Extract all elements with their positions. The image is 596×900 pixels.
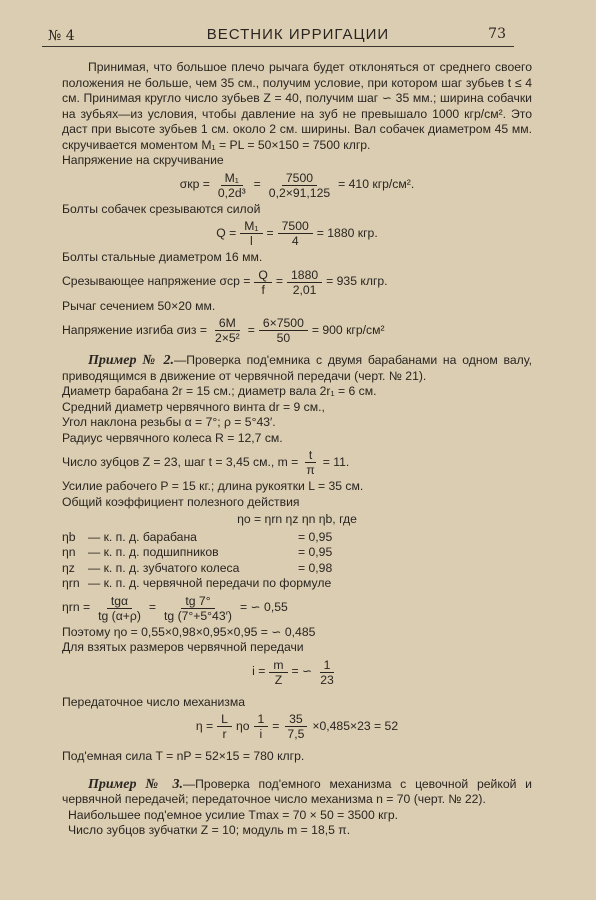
- fraction: [265, 171, 334, 200]
- denominator: 50: [276, 331, 291, 345]
- gear-ratio-equation: η = $\frac{L}{r}$ ηo $\frac{1}{i}$ = $\frac{35}{7,5}$ ×0,485×23 = 52: [195, 712, 399, 741]
- denominator: π: [306, 463, 315, 477]
- eq-rhs: = 410 кгр/см².: [338, 177, 415, 192]
- fraction: [254, 712, 269, 741]
- denominator: tg (7°+5°43′): [164, 608, 232, 623]
- numerator: 35: [285, 712, 307, 727]
- force-line: Усилие рабочего P = 15 кг.; длина рукоятки L = 35 см.: [62, 479, 364, 493]
- numerator: t: [305, 448, 316, 463]
- article-body: [62, 60, 532, 839]
- numerator: M₁: [240, 219, 262, 234]
- example-3-text: —Проверка под'емного механизма с цевочной рейкой и червячной передачей; передаточное число механизма n = 70 (черт. № 22).: [62, 776, 532, 806]
- example-2-text: —Проверка под'емника с двумя барабанами на одном валу, приводящимся в движение от червячной передачи (черт. № 21).: [62, 353, 532, 383]
- fraction: [217, 712, 232, 741]
- denominator: 7,5: [287, 727, 305, 741]
- fraction: [302, 448, 318, 477]
- denominator: 23: [320, 672, 334, 687]
- fraction: [259, 316, 308, 345]
- denominator: f: [261, 282, 265, 297]
- denominator: 0,2×91,125: [268, 185, 331, 200]
- fraction: [316, 658, 338, 687]
- eq-lhs: ηrn =: [62, 600, 91, 615]
- torsion-label: Напряжение на скручивание: [62, 153, 224, 167]
- teeth-equation: [62, 448, 532, 477]
- bolts-equation: Q = $\frac{\text{M₁}}{l}$ = $\frac{7500}{4}$ = 1880 кгр.: [216, 219, 378, 248]
- list-item: ηrn — к. п. д. червячной передачи по формуле: [62, 576, 332, 590]
- eq-rhs: = 11.: [322, 454, 350, 469]
- ratio-equation: i = $\frac{m}{Z}$ = ∽ $\frac{1}{23}$: [62, 658, 532, 687]
- worm-diameter-line: Средний диаметр червячного винта dr = 9 см.,: [62, 399, 325, 414]
- example-3-title: Пример № 3.: [88, 776, 183, 792]
- numerator: 1: [320, 658, 335, 673]
- denominator: 0,2d³: [217, 185, 246, 200]
- fraction: [211, 316, 244, 345]
- efficiency-label: Общий коэффициент полезного действия: [62, 494, 300, 509]
- page-header: [0, 18, 596, 48]
- shear-equation: Срезывающее напряжение σср = $\frac{Q}{f}$ = $\frac{1880}{2,01}$ = 935 клгр.: [62, 267, 388, 297]
- numerator: 7500: [278, 219, 313, 234]
- numerator: 1880: [287, 268, 322, 283]
- denominator: 4: [291, 234, 299, 248]
- angle-line: Угол наклона резьбы α = 7°; ρ = 5°43′.: [62, 415, 276, 429]
- numerator: 7500: [282, 171, 317, 186]
- numerator: tg 7°: [181, 594, 214, 609]
- eq-lhs: σкр =: [179, 177, 210, 192]
- denominator: 2×5²: [215, 331, 240, 345]
- fraction: [240, 219, 262, 248]
- lever-section-line: Рычаг сечением 50×20 мм.: [62, 298, 216, 313]
- numerator: tgα: [107, 594, 132, 609]
- worm-efficiency-equation: ηrn = $\frac{\text{tgα}}{tg (\alpha+\rho)}$ = $\frac{tg 7^\circ}{tg (7^\circ+5^\circ 43')}$ = ∽ 0,55: [62, 593, 288, 623]
- denominator: 2,01: [292, 282, 317, 297]
- fraction: [278, 219, 313, 248]
- numerator: L: [217, 712, 232, 727]
- issue-number: № 4: [48, 28, 75, 44]
- eq-rhs: = 935 клгр.: [326, 274, 388, 289]
- denominator: l: [250, 234, 253, 248]
- journal-title: ВЕСТНИК ИРРИГАЦИИ: [206, 26, 390, 43]
- denominator: tg (α+ρ): [98, 608, 141, 623]
- lift-force-line: Под'емная сила T = nP = 52×15 = 780 клгр.: [62, 749, 305, 763]
- intro-paragraph: Принимая, что большое плечо рычага будет отклоняться от среднего своего положения не больше, чем 35 см., получим условие, при котором шаг зубьев t ≤ 4 см. Принимая кругло число зубьев Z = 40, получим шаг ∽ 35 мм.; ширина собачки на зубьях—из условия, чтобы давление на зуб не превышало 1000 кгр/см². Это даст при высоте зубьев 1 см. около 2 см. ширины. Вал собачек диаметром 45 мм. скручивается моментом M₁ = PL = 50×150 = 7500 клгр.: [62, 60, 532, 152]
- drum-line: Диаметр барабана 2r = 15 см.; диаметр вала 2r₁ = 6 см.: [62, 384, 377, 398]
- eq-lhs: Q =: [216, 225, 237, 240]
- fraction: [254, 268, 271, 297]
- list-item: ηn — к. п. д. подшипников = 0,95: [62, 545, 333, 559]
- numerator: Q: [254, 268, 271, 283]
- bolts-steel-line: Болты стальные диаметром 16 мм.: [62, 250, 263, 264]
- denominator: i: [259, 727, 263, 741]
- numerator: m: [269, 658, 287, 673]
- eq-rhs: = 1880 кгр.: [316, 225, 378, 240]
- therefore-line: Поэтому ηo = 0,55×0,98×0,95×0,95 = ∽ 0,485: [62, 624, 316, 639]
- eq-lhs: i =: [252, 664, 266, 679]
- efficiency-list: [62, 530, 532, 592]
- max-force-line: Наибольшее под'емное усилие Tmax = 70 × 50 = 3500 кгр.: [68, 807, 399, 822]
- list-item: ηb — к. п. д. барабана = 0,95: [62, 529, 333, 544]
- eq-lhs: Число зубцов Z = 23, шаг t = 3,45 см., m =: [62, 454, 299, 469]
- fraction: [160, 594, 236, 623]
- fraction: [214, 171, 250, 200]
- eq-rhs: ×0,485×23 = 52: [312, 718, 399, 733]
- efficiency-formula: ηo = ηrn ηz ηn ηb, где: [237, 512, 357, 526]
- eq-rhs: = 900 кгр/см²: [311, 322, 385, 337]
- taken-sizes-label: Для взятых размеров червячной передачи: [62, 640, 304, 654]
- fraction: [283, 712, 308, 741]
- bending-equation: Напряжение изгиба σиз = $\frac{6M}{\text{2×5²}}$ = $\frac{6\times 7500}{50}$ = 900 кгр/см²: [62, 316, 385, 345]
- numerator: M₁: [221, 171, 243, 186]
- fraction: [94, 594, 145, 623]
- fraction: [287, 268, 322, 297]
- header-rule: [42, 46, 514, 47]
- gear-ratio-label: Передаточное число механизма: [62, 694, 245, 709]
- example-2-paragraph: [62, 353, 532, 384]
- eq-lhs: Напряжение изгиба σиз =: [62, 322, 207, 337]
- denominator: Z: [274, 672, 283, 687]
- list-item: ηz — к. п. д. зубчатого колеса = 0,98: [62, 560, 333, 575]
- numerator: 1: [254, 712, 269, 727]
- page-number: 73: [488, 26, 506, 42]
- rack-teeth-line: Число зубцов зубчатки Z = 10; модуль m = 18,5 π.: [68, 823, 351, 837]
- example-3-paragraph: [62, 777, 532, 808]
- numerator: 6×7500: [259, 316, 308, 331]
- bolts-label: Болты собачек срезываются силой: [62, 201, 261, 216]
- radius-line: Радиус червячного колеса R = 12,7 см.: [62, 430, 283, 445]
- fraction: [269, 658, 287, 687]
- torsion-equation: σкр = $\frac{\text{M₁}}{\text{0,2d³}}$ = $\frac{7500}{0,2\times 91,125}$ = 410 кгр/см².: [179, 170, 415, 200]
- eq-lhs: Срезывающее напряжение σср =: [62, 274, 251, 289]
- numerator: 6M: [215, 316, 240, 331]
- example-2-title: Пример № 2.: [88, 353, 175, 368]
- denominator: r: [222, 727, 227, 741]
- eq-rhs: = ∽ 0,55: [239, 600, 288, 615]
- eq-lhs: η =: [195, 718, 214, 733]
